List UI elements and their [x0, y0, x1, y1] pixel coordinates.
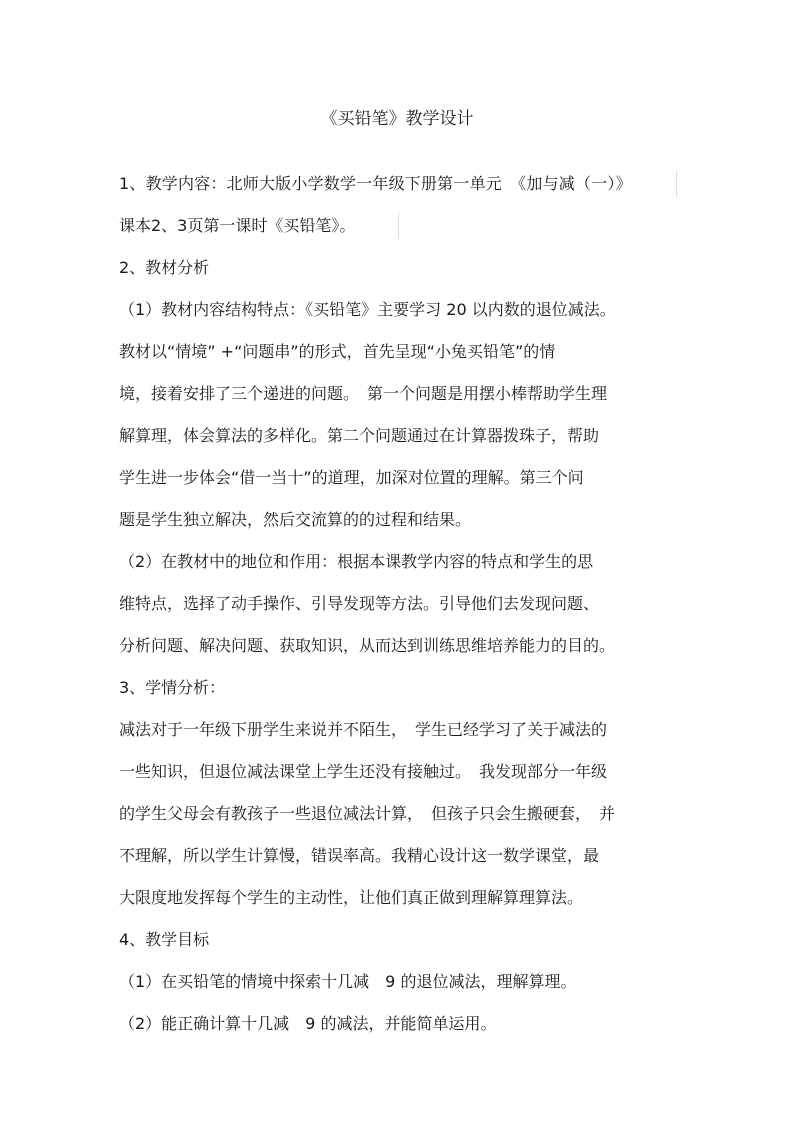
section-heading-2: 2、教材分析 — [119, 258, 210, 277]
text-line-20: （1）在买铅笔的情境中探索十几减 9 的退位减法，理解算理。 — [119, 972, 577, 991]
text-line-5: 教材以“情境” +“问题串”的形式，首先呈现“小兔买铅笔”的情 — [119, 342, 556, 361]
text-box-edge-line — [676, 171, 677, 197]
text-line-7: 解算理，体会算法的多样化。第二个问题通过在计算器拨珠子，帮助 — [119, 426, 600, 445]
text-line-2: 课本2、3页第一课时《买铅笔》。 — [119, 216, 356, 235]
document-title: 《买铅笔》教学设计 — [320, 109, 474, 129]
text-line-12: 分析问题、解决问题、获取知识，从而达到训练思维培养能力的目的。 — [119, 636, 616, 655]
text-line-14: 减法对于一年级下册学生来说并不陌生， 学生已经学习了关于减法的 — [119, 720, 608, 739]
section-heading-3: 3、学情分析： — [119, 678, 226, 697]
text-line-21: （2）能正确计算十几减 9 的减法，并能简单运用。 — [119, 1014, 497, 1033]
text-line-10: （2）在教材中的地位和作用：根据本课教学内容的特点和学生的思 — [119, 552, 594, 571]
text-line-16: 的学生父母会有教孩子一些退位减法计算， 但孩子只会生搬硬套， 并 — [119, 804, 616, 823]
text-line-6: 境，接着安排了三个递进的问题。 第一个问题是用摆小棒帮助学生理 — [119, 384, 608, 403]
text-line-8: 学生进一步体会“借一当十”的道理，加深对位置的理解。第三个问 — [119, 468, 584, 487]
text-box-edge-line — [398, 213, 399, 239]
text-line-15: 一些知识，但退位减法课堂上学生还没有接触过。 我发现部分一年级 — [119, 762, 608, 781]
text-line-1: 1、教学内容：北师大版小学数学一年级下册第一单元 《加与减（一）》 — [119, 174, 632, 193]
text-line-17: 不理解，所以学生计算慢，错误率高。我精心设计这一数学课堂，最 — [119, 846, 600, 865]
section-heading-4: 4、教学目标 — [119, 930, 210, 949]
text-line-18: 大限度地发挥每个学生的主动性，让他们真正做到理解算理算法。 — [119, 888, 584, 907]
text-line-11: 维特点，选择了动手操作、引导发现等方法。引导他们去发现问题、 — [119, 594, 600, 613]
text-line-9: 题是学生独立解决，然后交流算的的过程和结果。 — [119, 510, 472, 529]
text-line-4: （1）教材内容结构特点：《买铅笔》主要学习 20 以内数的退位减法。 — [119, 300, 616, 319]
